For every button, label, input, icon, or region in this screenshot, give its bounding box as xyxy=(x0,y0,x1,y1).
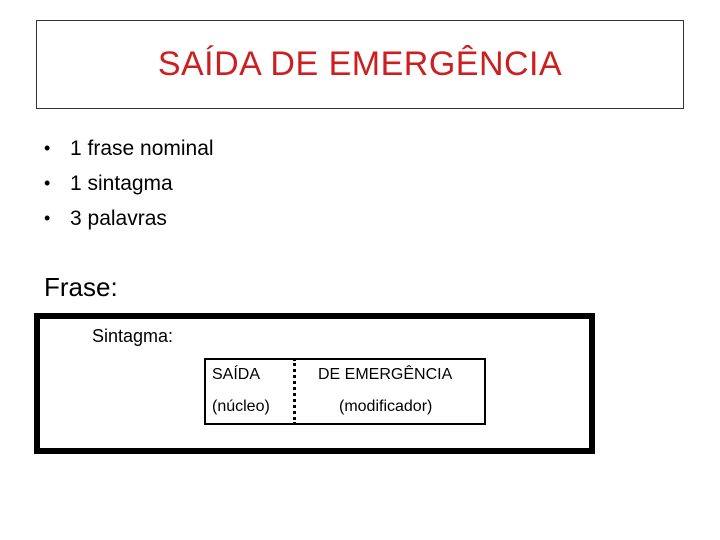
sintagma-box xyxy=(204,358,486,425)
dotted-divider xyxy=(293,358,296,425)
bullet-icon: • xyxy=(44,208,51,228)
bullet-text: 1 frase nominal xyxy=(70,137,214,160)
title-box xyxy=(36,20,684,109)
sintagma-label: Sintagma: xyxy=(92,326,174,346)
bullet-item xyxy=(44,166,214,201)
frase-label: Frase: xyxy=(44,272,118,302)
bullet-item xyxy=(44,201,214,236)
modifier-word: DE EMERGÊNCIA xyxy=(318,366,453,383)
nucleus-word: SAÍDA xyxy=(212,366,261,383)
bullet-icon: • xyxy=(44,173,51,193)
bullet-icon: • xyxy=(44,138,51,158)
frase-box xyxy=(34,313,595,454)
bullet-text: 3 palavras xyxy=(70,207,167,230)
bullet-item xyxy=(44,131,214,166)
modifier-role: (modificador) xyxy=(339,398,433,415)
bullet-list xyxy=(44,131,214,236)
slide-title: SAÍDA DE EMERGÊNCIA xyxy=(157,45,563,83)
bullet-text: 1 sintagma xyxy=(70,172,173,195)
nucleus-role: (núcleo) xyxy=(212,398,270,415)
